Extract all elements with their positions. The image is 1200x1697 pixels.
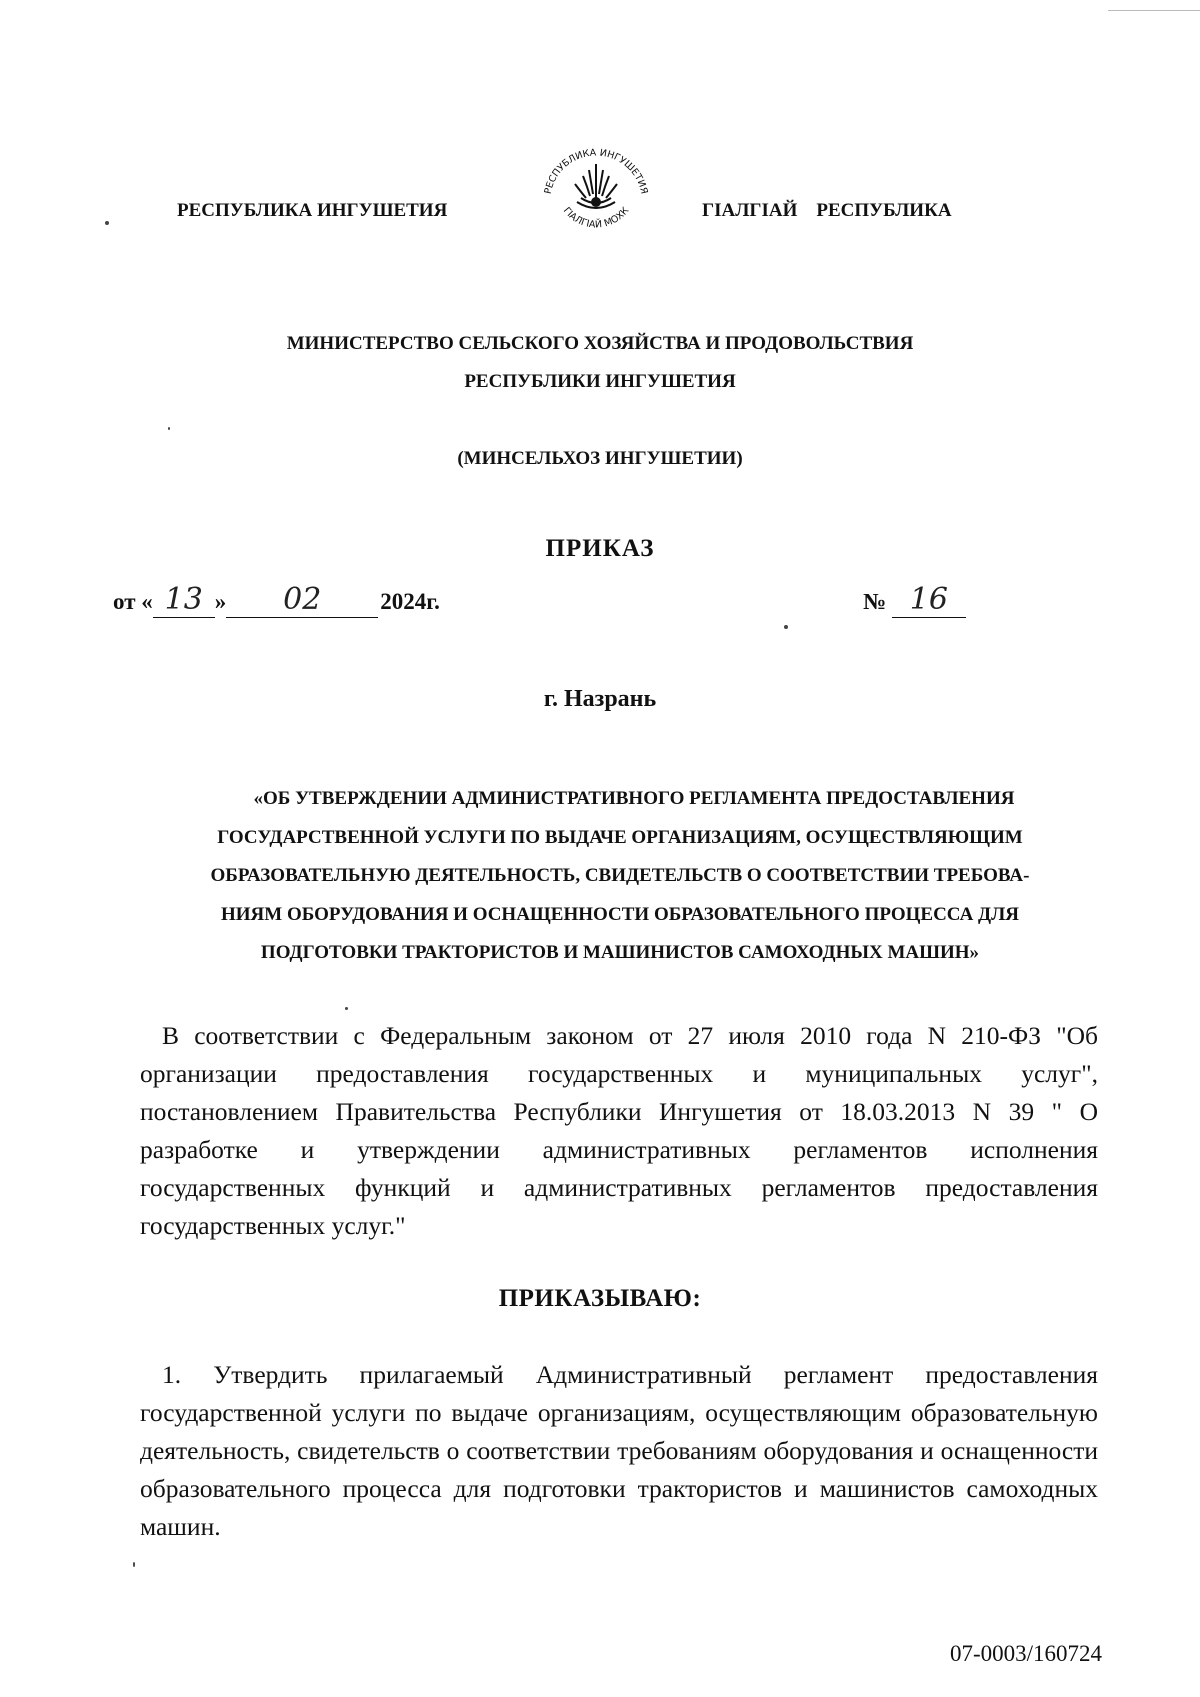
document-type-title: ПРИКАЗ <box>545 535 655 562</box>
order-title <box>140 780 1100 973</box>
document-registration-code: 07-0003/160724 <box>950 1641 1103 1666</box>
number-value-handwritten: 16 <box>892 582 966 618</box>
svg-text:РЕСПУБЛИКА ИНГУШЕТИЯ: РЕСПУБЛИКА ИНГУШЕТИЯ <box>542 147 650 196</box>
order-title-line: «ОБ УТВЕРЖДЕНИИ АДМИНИСТРАТИВНОГО РЕГЛАМЕНТА ПРЕДОСТАВЛЕНИЯ <box>253 788 1015 809</box>
order-number <box>863 582 966 618</box>
ministry-short-name: (МИНСЕЛЬХОЗ ИНГУШЕТИИ) <box>457 448 743 469</box>
ministry-name-line-1: МИНИСТЕРСТВО СЕЛЬСКОГО ХОЗЯЙСТВА И ПРОДОВОЛЬСТВИЯ <box>286 333 914 354</box>
ingushetia-emblem-icon <box>537 128 655 234</box>
order-title-line: ГОСУДАРСТВЕННОЙ УСЛУГИ ПО ВЫДАЧЕ ОРГАНИЗАЦИЯМ, ОСУЩЕСТВЛЯЮЩИМ <box>217 826 1023 848</box>
order-date <box>113 582 440 618</box>
preamble-paragraph <box>140 1017 1098 1245</box>
date-close-quote: » <box>214 589 227 614</box>
preamble-text: В соответствии с Федеральным законом от 27 июля 2010 года N 210-ФЗ "Об организации предоставления государственных и муниципальных услуг", постановлением Правительства Республики Ингушетия от 18.03.2013 N 39 " О разработке и утверждении административных регламентов исполнения государственных функций и административных регламентов предоставления государственных услуг." <box>140 1021 1098 1240</box>
scan-speck <box>168 427 170 430</box>
date-year: 2024г. <box>380 589 440 614</box>
header-left-title: РЕСПУБЛИКА ИНГУШЕТИЯ <box>177 200 448 221</box>
scan-speck <box>784 625 788 629</box>
scan-speck <box>105 221 109 225</box>
order-word: ПРИКАЗЫВАЮ: <box>498 1285 702 1312</box>
scan-speck <box>345 1007 348 1010</box>
scan-speck <box>133 1562 135 1567</box>
order-title-line: НИЯМ ОБОРУДОВАНИЯ И ОСНАЩЕННОСТИ ОБРАЗОВАТЕЛЬНОГО ПРОЦЕССА ДЛЯ <box>220 903 1019 925</box>
svg-text:ГIАЛГIАЙ МОХК: ГIАЛГIАЙ МОХК <box>560 205 632 231</box>
header-right-title: ГIАЛГIАЙ РЕСПУБЛИКА <box>702 200 952 221</box>
city-name: г. Назрань <box>543 686 657 712</box>
order-title-line: ОБРАЗОВАТЕЛЬНУЮ ДЕЯТЕЛЬНОСТЬ, СВИДЕТЕЛЬСТВ О СООТВЕТСТВИИ ТРЕБОВА- <box>210 865 1030 886</box>
order-item-1 <box>140 1356 1098 1546</box>
order-title-line: ПОДГОТОВКИ ТРАКТОРИСТОВ И МАШИНИСТОВ САМОХОДНЫХ МАШИН» <box>260 942 980 963</box>
date-prefix: от « <box>113 589 153 614</box>
number-label: № <box>863 589 887 614</box>
scan-edge-line <box>1108 10 1200 11</box>
date-month-handwritten: 02 <box>226 582 378 618</box>
ministry-name-line-2: РЕСПУБЛИКИ ИНГУШЕТИЯ <box>464 371 736 392</box>
date-day-handwritten: 13 <box>153 582 215 618</box>
order-item-1-text: 1. Утвердить прилагаемый Административный регламент предоставления государственной услуги по выдаче организациям, осуществляющим образовательную деятельность, свидетельств о соответствии требованиям оборудования и оснащенности образовательного процесса для подготовки трактористов и машинистов самоходных машин. <box>140 1360 1098 1541</box>
